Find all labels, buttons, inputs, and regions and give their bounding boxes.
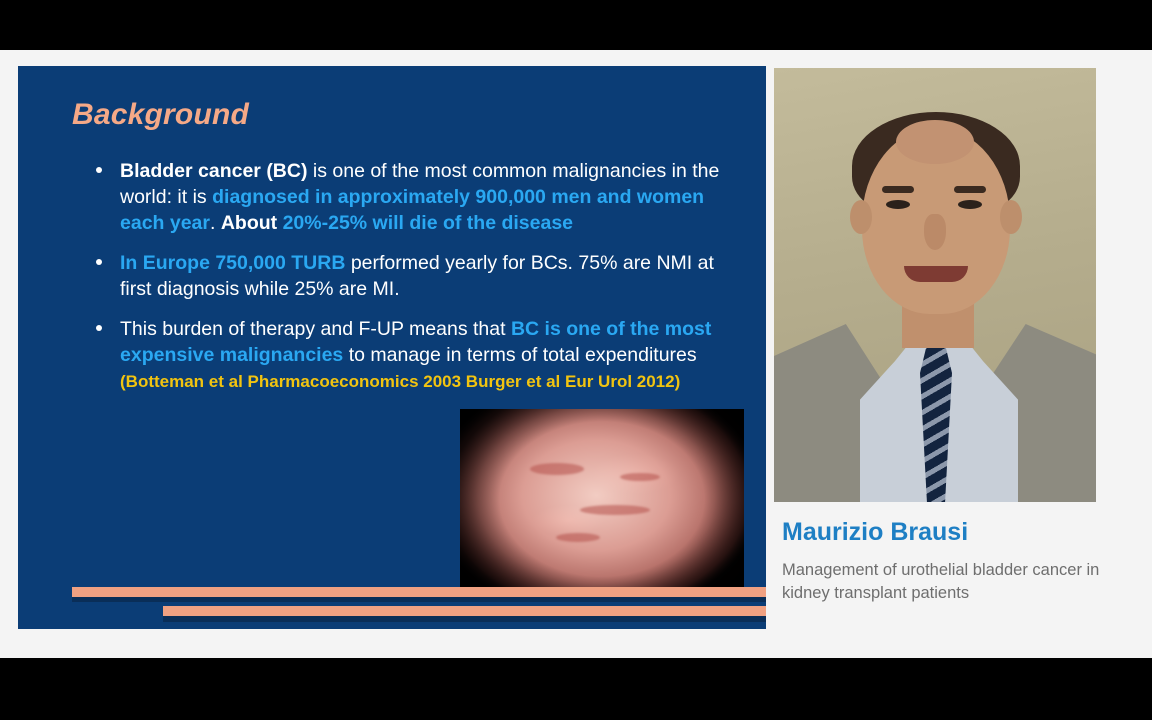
- bullet-1-seg-4: .: [210, 212, 221, 234]
- list-item: [90, 250, 730, 302]
- portrait-mouth: [904, 266, 968, 282]
- portrait-forehead: [896, 120, 974, 164]
- bullet-dot-icon: [96, 167, 102, 173]
- cystoscopy-image: [460, 409, 744, 589]
- portrait-brow-left: [882, 186, 914, 193]
- list-item: [90, 316, 730, 394]
- slide-accent-bar-top: [72, 587, 766, 597]
- slide-title: Background: [72, 98, 250, 131]
- bullet-3-seg-1: This burden of therapy and F-UP means that: [120, 318, 511, 340]
- bullet-1-seg-6: 20%-25% will die of the disease: [282, 212, 574, 234]
- portrait-brow-right: [954, 186, 986, 193]
- bullet-1-seg-3: diagnosed in approximately 900,000 men and women each year: [120, 186, 705, 234]
- bullet-1-seg-5: About: [220, 212, 283, 234]
- bullet-dot-icon: [96, 325, 102, 331]
- slide-accent-bar-top-shadow: [72, 597, 766, 602]
- bullet-3-seg-3: to manage in terms of total expenditures: [343, 344, 697, 366]
- portrait-ear-right: [1000, 200, 1022, 234]
- bullet-2-seg-1: In Europe 750,000 TURB: [120, 252, 346, 274]
- bullet-1-seg-1: Bladder cancer (BC): [120, 160, 308, 182]
- slide-accent-bar-bottom-shadow: [163, 616, 766, 622]
- bullet-2-seg-2: performed yearly for BCs. 75% are NMI at first diagnosis while 25% are MI.: [120, 252, 714, 300]
- talk-title: Management of urothelial bladder cancer in kidney transplant patients: [782, 561, 1100, 602]
- portrait-ear-left: [850, 200, 872, 234]
- speaker-portrait: [774, 68, 1096, 502]
- slide-accent-bar-bottom: [163, 606, 766, 616]
- portrait-nose: [924, 214, 946, 250]
- bullet-dot-icon: [96, 259, 102, 265]
- portrait-eye-left: [886, 200, 910, 209]
- speaker-name: Maurizio Brausi: [782, 518, 969, 546]
- portrait-eye-right: [958, 200, 982, 209]
- slide-bullet-list: [90, 158, 730, 408]
- bullet-3-seg-2: BC is one of the most expensive malignancies: [120, 318, 712, 366]
- presentation-slide: [18, 66, 766, 629]
- bullet-1-seg-2: is one of the most common malignancies in the world: it is: [120, 160, 720, 208]
- bullet-3-citation: (Botteman et al Pharmacoeconomics 2003 Burger et al Eur Urol 2012): [120, 372, 681, 391]
- list-item: [90, 158, 730, 236]
- cystoscopy-vignette: [460, 409, 744, 589]
